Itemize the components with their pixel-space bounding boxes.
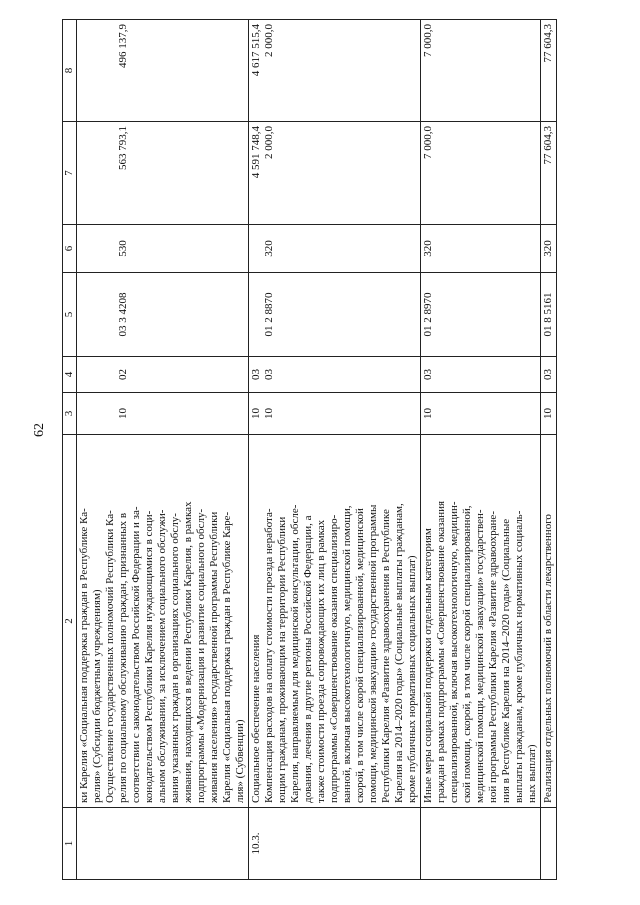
cell-c7 bbox=[77, 122, 249, 225]
cell-value: 03 bbox=[542, 369, 554, 380]
row-description bbox=[421, 435, 541, 808]
col-header: 7 bbox=[63, 122, 77, 225]
cell-value: 320 bbox=[542, 240, 554, 257]
col-header: 5 bbox=[63, 273, 77, 357]
cell-c8 bbox=[421, 20, 541, 122]
description-line: скорой, в том числе скорой специализированной, медицинской bbox=[354, 508, 366, 803]
description-line: выплаты гражданам, кроме публичных нормативных социаль- bbox=[513, 510, 525, 803]
cell-value: 02 bbox=[117, 369, 129, 380]
description-line: ки Карелия «Социальная поддержка граждан в Республике Ка- bbox=[78, 508, 90, 803]
description-line: Социальное обеспечение населения bbox=[250, 634, 262, 803]
header-row bbox=[63, 20, 77, 880]
cell-c3 bbox=[77, 393, 249, 435]
cell-value: 01 2 8870 bbox=[263, 292, 275, 337]
table-row bbox=[541, 20, 557, 880]
cell-value: 320 bbox=[263, 240, 275, 257]
description-line: ванной, включая высокотехнологичную, медицинской помощи, bbox=[341, 505, 353, 803]
cell-value: 4 617 515,4 bbox=[250, 24, 262, 77]
description-line: Реализация отдельных полномочий в области лекарственного bbox=[542, 514, 554, 803]
cell-value: 01 2 8970 bbox=[422, 292, 434, 337]
cell-value: 10 bbox=[250, 408, 262, 419]
col-header: 4 bbox=[63, 357, 77, 393]
row-number: 10.3. bbox=[249, 808, 421, 880]
cell-value: 77 604,3 bbox=[542, 24, 554, 63]
description-line: Компенсация расходов на оплату стоимости проезда неработа- bbox=[263, 508, 275, 803]
budget-table bbox=[62, 19, 557, 880]
cell-c5 bbox=[421, 273, 541, 357]
cell-value: 10 bbox=[542, 408, 554, 419]
description-line: помощи, медицинской эвакуации» государственной программы bbox=[367, 504, 379, 803]
cell-value: 03 bbox=[263, 369, 275, 380]
cell-c5 bbox=[541, 273, 557, 357]
description-line: вания указанных граждан в организациях социального обслу- bbox=[169, 513, 181, 803]
description-line: специализированной, включая высокотехнологичную, медицин- bbox=[448, 501, 460, 803]
cell-c4 bbox=[77, 357, 249, 393]
description-line: лия» (Субвенции) bbox=[234, 719, 246, 803]
cell-value: 03 3 4208 bbox=[117, 292, 129, 337]
description-line: Осуществление государственных полномочий Республики Ка- bbox=[104, 510, 116, 803]
description-line: медицинской помощи, медицинской эвакуации» государствен- bbox=[474, 509, 486, 803]
cell-value: 7 000,0 bbox=[422, 24, 434, 57]
cell-c6 bbox=[77, 225, 249, 273]
table-row bbox=[249, 20, 421, 880]
cell-c6 bbox=[421, 225, 541, 273]
row-description bbox=[541, 435, 557, 808]
description-line: Карелия «Социальная поддержка граждан в Республике Каре- bbox=[221, 511, 233, 803]
cell-value: 563 793,1 bbox=[117, 126, 129, 170]
cell-value: 01 8 5161 bbox=[542, 292, 554, 337]
cell-c5 bbox=[249, 273, 421, 357]
description-line: ной программы Республики Карелия «Развитие здравоохране- bbox=[487, 511, 499, 803]
cell-c5 bbox=[77, 273, 249, 357]
cell-value: 77 604,3 bbox=[542, 126, 554, 165]
cell-c7 bbox=[541, 122, 557, 225]
cell-c4 bbox=[249, 357, 421, 393]
row-number bbox=[421, 808, 541, 880]
description-line: подпрограммы «Совершенствование оказания специализиро- bbox=[328, 514, 340, 803]
col-header: 8 bbox=[63, 20, 77, 122]
description-line: Республики Карелия «Развитие здравоохранения в Республике bbox=[380, 509, 392, 803]
cell-c6 bbox=[541, 225, 557, 273]
description-line: соответствии с законодательством Российской Федерации и за- bbox=[130, 506, 142, 803]
cell-value: 10 bbox=[117, 408, 129, 419]
cell-c3 bbox=[421, 393, 541, 435]
row-description bbox=[77, 435, 249, 808]
description-line: конодательством Республики Карелия нуждающимися в соци- bbox=[143, 510, 155, 803]
row-number bbox=[77, 808, 249, 880]
cell-c4 bbox=[541, 357, 557, 393]
description-line: ющим гражданам, проживающим на территории Республики bbox=[276, 516, 288, 803]
cell-c4 bbox=[421, 357, 541, 393]
description-line: Карелия на 2014–2020 годы» (Социальные выплаты гражданам, bbox=[393, 503, 405, 803]
description-line: подпрограммы «Модернизация и развитие социального обслу- bbox=[195, 508, 207, 803]
col-header: 1 bbox=[63, 808, 77, 880]
col-header: 6 bbox=[63, 225, 77, 273]
cell-value: 320 bbox=[422, 240, 434, 257]
description-line: кроме публичных нормативных социальных выплат) bbox=[406, 555, 418, 803]
row-description bbox=[249, 435, 421, 808]
description-line: ской помощи, скорой, в том числе скорой специализированной, bbox=[461, 505, 473, 803]
table-row bbox=[77, 20, 249, 880]
cell-c3 bbox=[249, 393, 421, 435]
description-line: живания населения» государственной программы Республики bbox=[208, 511, 220, 803]
cell-value: 03 bbox=[250, 369, 262, 380]
col-header: 2 bbox=[63, 435, 77, 808]
cell-value: 03 bbox=[422, 369, 434, 380]
table-row bbox=[421, 20, 541, 880]
page-number: 62 bbox=[32, 423, 47, 437]
cell-value: 496 137,9 bbox=[117, 24, 129, 68]
description-line: Иные меры социальной поддержки отдельным категориям bbox=[422, 528, 434, 803]
description-line: Карелия, направляемым для медицинской консультации, обсле- bbox=[289, 504, 301, 803]
cell-c7 bbox=[421, 122, 541, 225]
description-line: дования, лечения в другие регионы Российской Федерации, а bbox=[302, 515, 314, 803]
cell-value bbox=[250, 229, 263, 268]
description-line: ных выплат) bbox=[526, 744, 538, 803]
description-line: релия по социальному обслуживанию граждан, признанных в bbox=[117, 512, 129, 803]
cell-c8 bbox=[541, 20, 557, 122]
description-line: также стоимости проезда сопровождающих их лиц в рамках bbox=[315, 519, 327, 803]
description-line: альном обслуживании, за исключением социального обслужи- bbox=[156, 509, 168, 803]
cell-value: 10 bbox=[263, 408, 275, 419]
description-line: релия» (Субсидии бюджетным учреждениям) bbox=[91, 589, 103, 803]
cell-value: 2 000,0 bbox=[263, 126, 275, 159]
cell-value: 530 bbox=[117, 240, 129, 257]
rotated-page bbox=[62, 20, 602, 880]
description-line: ния в Республике Карелия на 2014–2020 годы» (Социальные bbox=[500, 518, 512, 803]
cell-value bbox=[250, 277, 263, 352]
cell-c3 bbox=[541, 393, 557, 435]
row-number bbox=[541, 808, 557, 880]
cell-value: 2 000,0 bbox=[263, 24, 275, 57]
cell-value: 7 000,0 bbox=[422, 126, 434, 159]
col-header: 3 bbox=[63, 393, 77, 435]
description-line: живания, находящихся в ведении Республики Карелия, в рамках bbox=[182, 501, 194, 803]
cell-value: 10 bbox=[422, 408, 434, 419]
cell-value: 4 591 748,4 bbox=[250, 126, 262, 179]
cell-c8 bbox=[77, 20, 249, 122]
description-line: граждан в рамках подпрограммы «Совершенствование оказания bbox=[435, 500, 447, 803]
cell-c6 bbox=[249, 225, 421, 273]
cell-c7 bbox=[249, 122, 421, 225]
cell-c8 bbox=[249, 20, 421, 122]
